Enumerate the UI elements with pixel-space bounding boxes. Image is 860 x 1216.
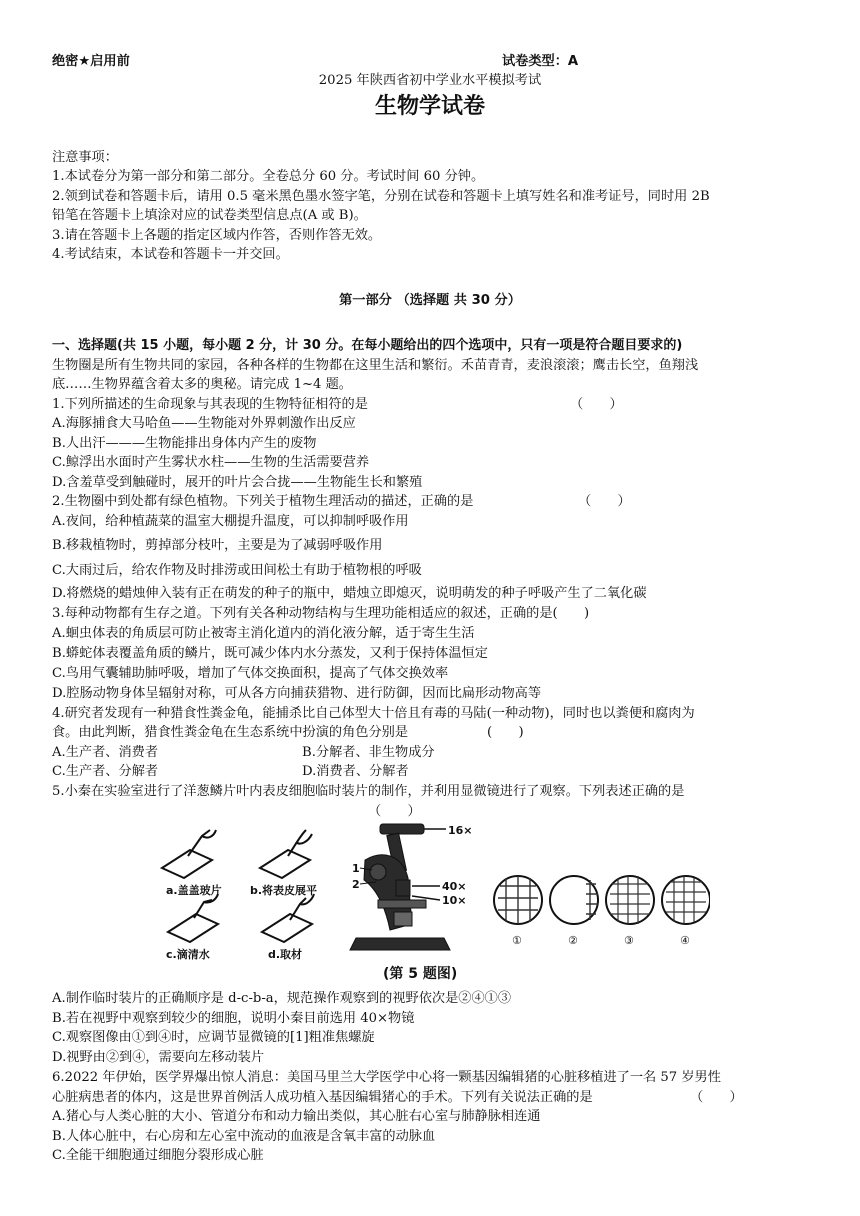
question-4-stem-cont: 食。由此判断，猎食性粪金龟在生态系统中扮演的角色分别是 [52, 725, 409, 740]
note-item: 铅笔在答题卡上填涂对应的试卷类型信息点(A 或 B)。 [52, 208, 367, 223]
question-5-figure [150, 820, 710, 985]
question-5-option-d: D.视野由②到④，需要向左移动装片 [52, 1050, 265, 1065]
fine-knob-label: 2 [352, 878, 360, 891]
question-5-option-c: C.观察图像由①到④时，应调节显微镜的[1]粗准焦螺旋 [52, 1030, 375, 1045]
view-3-circle [606, 876, 654, 924]
question-4-option-c: C.生产者、分解者 [52, 764, 159, 779]
note-item: 4.考试结束，本试卷和答题卡一并交回。 [52, 247, 289, 262]
coarse-knob-label: 1 [352, 862, 360, 875]
question-2-option-c: C.大雨过后，给农作物及时排涝或田间松土有助于植物根的呼吸 [52, 563, 422, 578]
question-5-option-b: B.若在视野中观察到较少的细胞，说明小秦目前选用 40×物镜 [52, 1011, 415, 1026]
view-2-circle [550, 876, 598, 924]
section-heading: 一、选择题(共 15 小题，每小题 2 分，计 30 分。在每小题给出的四个选项中，只有一项是符合题目要求的) [52, 338, 683, 353]
question-2-stem: 2.生物圈中到处都有绿色植物。下列关于植物生理活动的描述，正确的是 [52, 494, 474, 509]
view-1-circle [494, 876, 542, 924]
step-d-illustration [262, 894, 314, 942]
view-4-circle [662, 876, 710, 924]
question-3-option-d: D.腔肠动物身体呈辐射对称，可从各方向捕获猎物、进行防御，因而比扁形动物高等 [52, 686, 542, 701]
microscope-illustration [350, 824, 450, 950]
subject-title: 生物学试卷 [374, 94, 485, 119]
paper-type: 试卷类型：A [502, 54, 579, 69]
figure-caption: (第 5 题图) [383, 966, 458, 982]
step-a-label: a.盖盖玻片 [166, 884, 222, 897]
question-3-option-a: A.蛔虫体表的角质层可防止被寄主消化道内的消化液分解，适于寄生生活 [52, 626, 475, 641]
answer-bracket: （ ） [570, 397, 623, 412]
note-item: 1.本试卷分为第一部分和第二部分。全卷总分 60 分。考试时间 60 分钟。 [52, 169, 485, 184]
question-2-option-d: D.将燃烧的蜡烛伸入装有正在萌发的种子的瓶中，蜡烛立即熄灭，说明萌发的种子呼吸产生了二氧化碳 [52, 586, 647, 601]
question-6-option-a: A.猪心与人类心脏的大小、管道分布和动力输出类似，其心脏右心室与肺静脉相连通 [52, 1109, 541, 1124]
objective-10x-label: 10× [442, 894, 467, 907]
question-3-option-b: B.蟒蛇体表覆盖角质的鳞片，既可减少体内水分蒸发，又利于保持体温恒定 [52, 646, 488, 661]
answer-bracket: （ ） [690, 1090, 743, 1105]
step-c-illustration [168, 894, 218, 942]
question-5-stem: 5.小秦在实验室进行了洋葱鳞片叶内表皮细胞临时装片的制作，并利用显微镜进行了观察。下列表述正确的是 [52, 784, 685, 799]
part1-title: 第一部分 （选择题 共 30 分） [339, 293, 521, 308]
question-3-option-c: C.鸟用气囊辅助肺呼吸，增加了气体交换面积，提高了气体交换效率 [52, 666, 449, 681]
intro-text: 底……生物界蕴含着太多的奥秘。请完成 1~4 题。 [52, 377, 352, 392]
step-a-illustration [162, 830, 216, 878]
intro-text: 生物圈是所有生物共同的家园，各种各样的生物都在这里生活和繁衍。禾苗青青，麦浪滚滚；鹰击长空，鱼翔浅 [52, 358, 699, 373]
view-3-label: ③ [624, 934, 634, 947]
answer-bracket: （ ） [578, 494, 631, 509]
view-4-label: ④ [680, 934, 690, 947]
question-4-option-d: D.消费者、分解者 [302, 764, 409, 779]
question-1-stem: 1.下列所描述的生命现象与其表现的生物特征相符的是 [52, 397, 368, 412]
view-2-label: ② [568, 934, 578, 947]
question-1-option-d: D.含羞草受到触碰时，展开的叶片会合拢——生物能生长和繁殖 [52, 475, 423, 490]
step-b-label: b.将表皮展平 [250, 884, 318, 897]
question-6-stem: 6.2022 年伊始，医学界爆出惊人消息：美国马里兰大学医学中心将一颗基因编辑猪的心脏移植进了一名 57 岁男性 [52, 1070, 721, 1085]
question-3-stem: 3.每种动物都有生存之道。下列有关各种动物结构与生理功能相适应的叙述，正确的是( ) [52, 606, 590, 621]
answer-bracket: ( ) [487, 725, 524, 740]
question-5-option-a: A.制作临时装片的正确顺序是 d-c-b-a，规范操作观察到的视野依次是②④①③ [52, 991, 512, 1006]
question-6-stem-cont: 心脏病患者的体内，这是世界首例活人成功植入基因编辑猪心的手术。下列有关说法正确的是 [52, 1090, 593, 1105]
question-2-option-a: A.夜间，给种植蔬菜的温室大棚提升温度，可以抑制呼吸作用 [52, 514, 409, 529]
step-d-label: d.取材 [268, 948, 303, 961]
step-b-illustration [260, 830, 312, 878]
step-c-label: c.滴清水 [166, 948, 210, 961]
question-6-option-b: B.人体心脏中，右心房和左心室中流动的血液是含氧丰富的动脉血 [52, 1129, 436, 1144]
secret-label: 绝密★启用前 [52, 54, 130, 69]
notes-heading: 注意事项： [52, 150, 118, 165]
question-1-option-a: A.海豚捕食大马哈鱼——生物能对外界刺激作出反应 [52, 416, 356, 431]
note-item: 3.请在答题卡上各题的指定区域内作答，否则作答无效。 [52, 228, 382, 243]
question-1-option-b: B.人出汗———生物能排出身体内产生的废物 [52, 436, 317, 451]
question-6-option-c: C.全能干细胞通过细胞分裂形成心脏 [52, 1148, 264, 1163]
question-4-option-a: A.生产者、消费者 [52, 745, 159, 760]
question-4-option-b: B.分解者、非生物成分 [302, 745, 435, 760]
view-1-label: ① [512, 934, 522, 947]
question-1-option-c: C.鲸浮出水面时产生雾状水柱——生物的生活需要营养 [52, 455, 370, 470]
exam-name: 2025 年陕西省初中学业水平模拟考试 [318, 73, 542, 88]
objective-40x-label: 40× [442, 880, 467, 893]
eyepiece-label: 16× [448, 824, 473, 837]
question-2-option-b: B.移栽植物时，剪掉部分枝叶，主要是为了减弱呼吸作用 [52, 538, 383, 553]
note-item: 2.领到试卷和答题卡后，请用 0.5 毫米黑色墨水签字笔，分别在试卷和答题卡上填写姓名和准考证号，同时用 2B [52, 189, 710, 204]
question-4-stem: 4.研究者发现有一种猎食性粪金龟，能捕杀比自己体型大十倍且有毒的马陆(一种动物)，同时也以粪便和腐肉为 [52, 706, 695, 721]
answer-bracket: （ ） [368, 804, 421, 819]
